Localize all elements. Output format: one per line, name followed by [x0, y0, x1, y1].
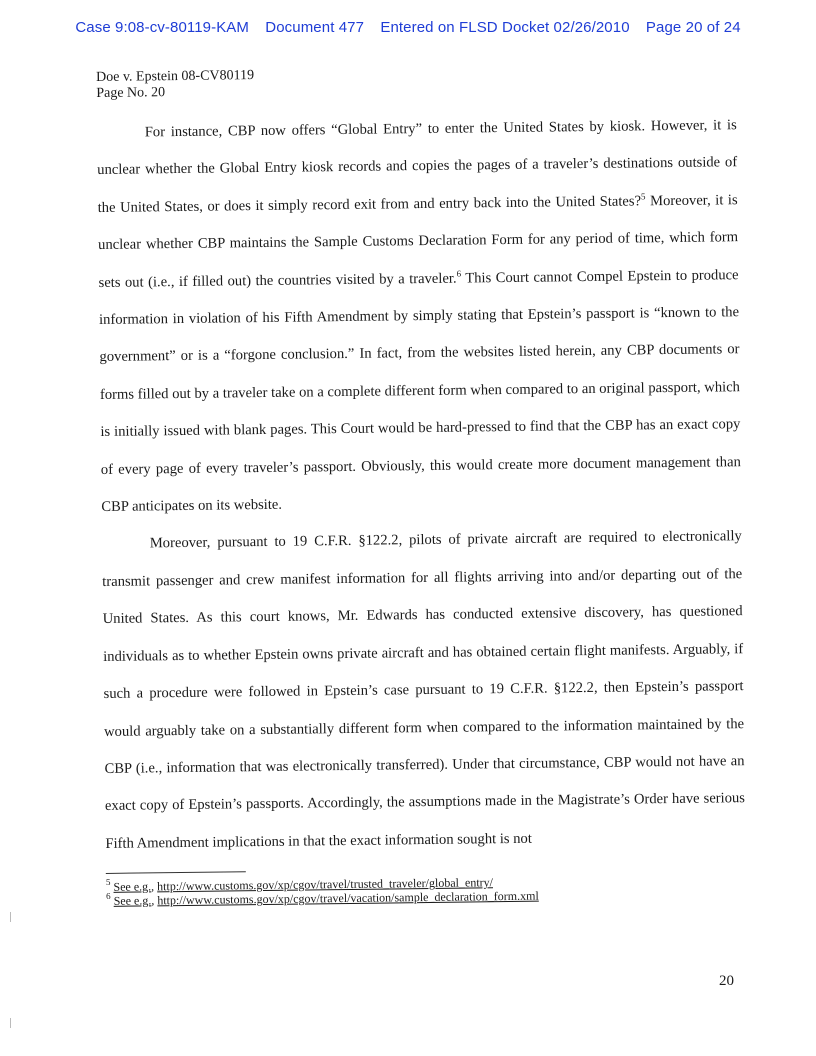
body-paragraph-2: Moreover, pursuant to 19 C.F.R. §122.2, pilots of private aircraft are required to electronically transmit passenger and crew manifest information for all flights arriving into and/or departing out of the United States. As this court knows, Mr. Edwards has conducted extensive discovery, has questioned individuals as to whether Epstein owns private aircraft and has obtained certain flight manifests. Arguably, if such a procedure were followed in Epstein’s case pursuant to 19 C.F.R. §122.2, then Epstein’s passport would arguably take on a substantially different form when compared to the information maintained by the CBP (i.e., information that was electronically transferred). Under that circumstance, CBP would not have an exact copy of Epstein’s passports. Accordingly, the assumptions made in the Magistrate’s Order have serious Fifth Amendment implications in that the exact information sought is not [102, 528, 746, 852]
document-number: Document 477 [265, 19, 365, 36]
paragraph-text: Moreover, it is unclear whether CBP maintains the Sample Customs Declaration Form for any period of time, which form sets out (i.e., if filled out) the countries visited by a traveler. [98, 191, 739, 291]
page-number: 20 [719, 973, 734, 989]
footnote-number: 5 [105, 877, 111, 888]
footnote-see: See e.g. [113, 893, 152, 908]
footnote-number: 6 [106, 891, 111, 902]
footnote-see: See e.g. [113, 879, 152, 894]
footnote-link[interactable]: http://www.customs.gov/xp/cgov/travel/trusted_traveler/global_entry/ [157, 875, 494, 894]
case-caption [96, 62, 736, 102]
document-page [96, 62, 746, 908]
paragraph-text: For instance, CBP now offers “Global Entry” to enter the United States by kiosk. However, it is unclear whether the Global Entry kiosk records and copies the pages of a traveler’s destinations outside of the United States, or does it simply record exit from and entry back into the United States? [97, 117, 738, 216]
footnote-separator: , [151, 879, 158, 894]
footnote-separator: , [151, 893, 158, 908]
paragraph-text: This Court cannot Compel Epstein to produce information in violation of his Fifth Amendment by simply stating that Epstein’s passport is “known to the government” or is a “forgone conclusion.” In fact, from the websites listed herein, any CBP documents or forms filled out by a traveler take on a complete different form when compared to an original passport, which is initially issued with blank pages. This Court would be hard-pressed to find that the CBP has an exact copy of every page of every traveler’s passport. Obviously, this would create more document management than CBP anticipates on its website. [98, 266, 741, 516]
body-paragraph-1 [97, 107, 742, 526]
footnote-ref-5: 5 [640, 191, 646, 202]
entered-on-docket: Entered on FLSD Docket 02/26/2010 [380, 19, 630, 36]
scan-edge-mark [10, 912, 11, 922]
footnote-link[interactable]: http://www.customs.gov/xp/cgov/travel/vacation/sample_declaration_form.xml [157, 888, 539, 908]
scan-edge-mark [10, 1018, 11, 1028]
caption-page-no: Page No. 20 [96, 85, 166, 101]
footnote-ref-6: 6 [456, 268, 462, 279]
caption-case-title: Doe v. Epstein 08-CV80119 [96, 68, 255, 85]
footnote-divider [106, 871, 246, 874]
docket-header-stamp [0, 19, 816, 36]
page-of-total: Page 20 of 24 [645, 19, 741, 36]
case-number: Case 9:08-cv-80119-KAM [75, 19, 250, 36]
